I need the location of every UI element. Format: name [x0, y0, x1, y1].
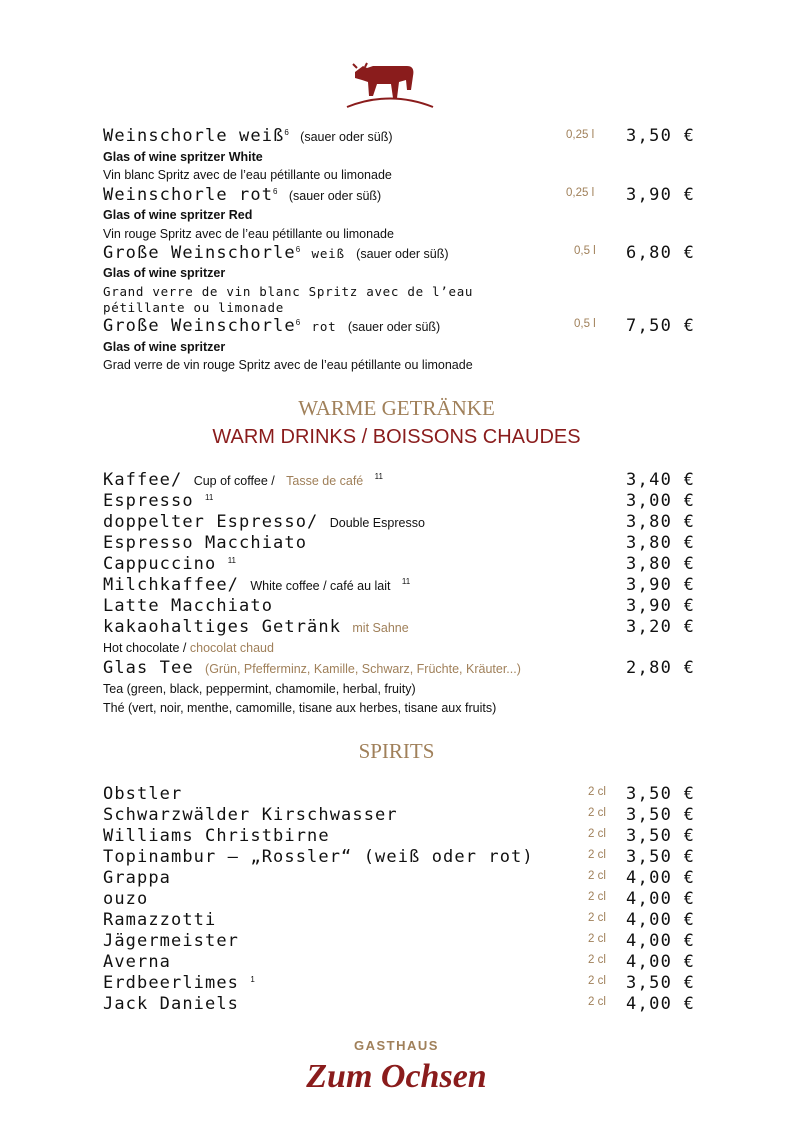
warm-item-price: 2,80 € [626, 658, 696, 678]
wine-item-price: 7,50 € [626, 316, 696, 336]
spirit-item-volume: 2 cl [588, 786, 606, 798]
spirit-item-price: 3,50 € [626, 784, 696, 804]
warm-item-translation: Hot chocolate / chocolat chaud [103, 641, 274, 655]
warm-item: Milchkaffee/ White coffee / café au lait $^{11}$ [103, 575, 411, 595]
wine-item-price: 3,90 € [626, 185, 696, 205]
wine-item-name: Große Weinschorle$^6$ rot (sauer oder süß) [103, 316, 441, 336]
spirit-item-name: Obstler [103, 784, 183, 804]
wine-item-name: Weinschorle weiß$^6$ (sauer oder süß) [103, 126, 393, 146]
wine-item-french: Grad verre de vin rouge Spritz avec de l’eau pétillante ou limonade [103, 358, 473, 372]
wine-item-french: Vin rouge Spritz avec de l’eau pétillante ou limonade [103, 227, 394, 241]
spirit-item-name: Ramazzotti [103, 910, 217, 930]
spirit-item-name: Averna [103, 952, 172, 972]
warm-item-price: 3,90 € [626, 575, 696, 595]
warm-drinks-subtitle: WARM DRINKS / BOISSONS CHAUDES [212, 426, 581, 448]
spirits-title: SPIRITS [358, 739, 435, 763]
wine-item-volume: 0,5 l [574, 245, 596, 257]
spirit-item-name: Williams Christbirne [103, 826, 330, 846]
spirit-item-price: 3,50 € [626, 973, 696, 993]
warm-item: kakaohaltiges Getränk mit Sahne [103, 617, 409, 637]
wine-item-english: Glas of wine spritzer Red [103, 208, 253, 222]
wine-item-english: Glas of wine spritzer White [103, 150, 263, 164]
warm-item-english: Tea (green, black, peppermint, chamomile, herbal, fruity) [103, 682, 416, 696]
wine-item-price: 3,50 € [626, 126, 696, 146]
wine-item-price: 6,80 € [626, 243, 696, 263]
spirit-item-price: 4,00 € [626, 931, 696, 951]
bull-logo-icon [345, 60, 435, 110]
warm-item-price: 3,80 € [626, 512, 696, 532]
spirit-item-volume: 2 cl [588, 807, 606, 819]
warm-item: doppelter Espresso/ Double Espresso [103, 512, 425, 532]
warm-item-price: 3,40 € [626, 470, 696, 490]
wine-item-french-cont: pétillante ou limonade [103, 300, 284, 315]
spirit-item-price: 4,00 € [626, 994, 696, 1014]
spirit-item-volume: 2 cl [588, 933, 606, 945]
spirit-item-name: Erdbeerlimes $^1$ [103, 973, 255, 993]
spirit-item-price: 3,50 € [626, 847, 696, 867]
spirit-item-name: Jack Daniels [103, 994, 240, 1014]
spirit-item-price: 3,50 € [626, 826, 696, 846]
warm-item: Latte Macchiato [103, 596, 274, 616]
spirit-item-price: 4,00 € [626, 889, 696, 909]
wine-item-french: Grand verre de vin blanc Spritz avec de l’eau [103, 284, 474, 299]
warm-item: Espresso $^{11}$ [103, 491, 214, 511]
footer-small: GASTHAUS [354, 1038, 439, 1053]
spirit-item-price: 4,00 € [626, 952, 696, 972]
warm-item-price: 3,80 € [626, 554, 696, 574]
wine-item-english: Glas of wine spritzer [103, 266, 226, 280]
wine-item-volume: 0,25 l [566, 187, 595, 199]
spirit-item-name: ouzo [103, 889, 149, 909]
spirit-item-volume: 2 cl [588, 828, 606, 840]
spirit-item-volume: 2 cl [588, 996, 606, 1008]
wine-item-volume: 0,5 l [574, 318, 596, 330]
spirit-item-name: Topinambur – „Rossler“ (weiß oder rot) [103, 847, 534, 867]
spirit-item-price: 4,00 € [626, 868, 696, 888]
warm-item-price: 3,90 € [626, 596, 696, 616]
warm-item: Glas Tee (Grün, Pfefferminz, Kamille, Schwarz, Früchte, Kräuter...) [103, 658, 521, 678]
warm-item: Kaffee/ Cup of coffee / Tasse de café $^{11}$ [103, 470, 383, 490]
spirit-item-name: Jägermeister [103, 931, 240, 951]
spirit-item-volume: 2 cl [588, 849, 606, 861]
spirit-item-volume: 2 cl [588, 954, 606, 966]
spirit-item-volume: 2 cl [588, 891, 606, 903]
warm-item: Cappuccino $^{11}$ [103, 554, 237, 574]
warm-item-price: 3,00 € [626, 491, 696, 511]
warm-drinks-title: WARME GETRÄNKE [298, 396, 495, 420]
wine-item-volume: 0,25 l [566, 129, 595, 141]
warm-item-french: Thé (vert, noir, menthe, camomille, tisane aux herbes, tisane aux fruits) [103, 701, 497, 715]
footer-brand: Zum Ochsen [306, 1058, 487, 1095]
wine-item-french: Vin blanc Spritz avec de l’eau pétillante ou limonade [103, 168, 392, 182]
wine-item-name: Weinschorle rot$^6$ (sauer oder süß) [103, 185, 382, 205]
spirit-item-volume: 2 cl [588, 975, 606, 987]
spirit-item-price: 4,00 € [626, 910, 696, 930]
wine-item-name: Große Weinschorle$^6$ weiß (sauer oder süß) [103, 243, 449, 263]
spirit-item-price: 3,50 € [626, 805, 696, 825]
warm-item-price: 3,20 € [626, 617, 696, 637]
warm-item: Espresso Macchiato [103, 533, 308, 553]
spirit-item-name: Schwarzwälder Kirschwasser [103, 805, 398, 825]
spirit-item-volume: 2 cl [588, 912, 606, 924]
wine-item-english: Glas of wine spritzer [103, 340, 226, 354]
spirit-item-volume: 2 cl [588, 870, 606, 882]
warm-item-price: 3,80 € [626, 533, 696, 553]
spirit-item-name: Grappa [103, 868, 172, 888]
